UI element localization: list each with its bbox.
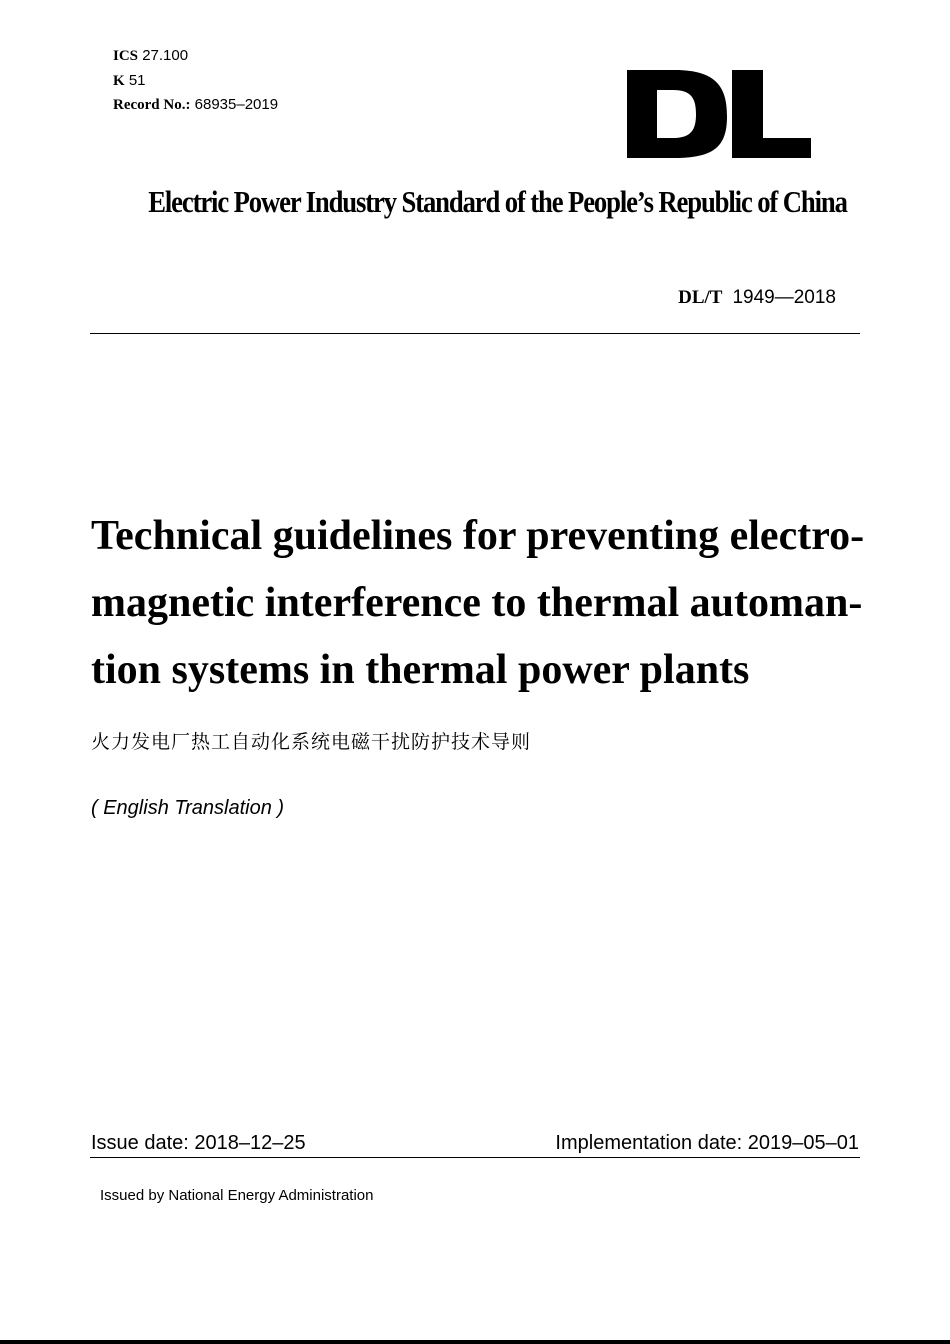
record-label: Record No.: (113, 97, 191, 113)
record-value: 68935–2019 (194, 96, 279, 113)
record-line (113, 93, 278, 118)
k-label: K (113, 72, 125, 89)
ics-value: 27.100 (142, 47, 189, 64)
top-divider (90, 333, 860, 334)
document-title-line-3: tion systems in thermal power plants (91, 647, 750, 693)
document-title-line-1: Technical guidelines for preventing electro- (91, 513, 865, 559)
dl-logo-icon (627, 66, 813, 162)
standard-number-value: 1949—2018 (732, 287, 836, 308)
logo-letter-l (732, 70, 811, 158)
page-edge (0, 1340, 950, 1344)
translation-note: ( English Translation ) (91, 797, 285, 819)
bottom-divider (90, 1157, 860, 1158)
document-title (91, 503, 865, 704)
ics-label: ICS (113, 48, 139, 64)
document-title-line-2: magnetic interference to thermal automan- (91, 580, 863, 626)
issuer: Issued by National Energy Administration (100, 1187, 374, 1204)
standard-metadata (113, 44, 278, 118)
k-value: 51 (128, 71, 146, 89)
standard-number (678, 287, 836, 309)
logo-letter-d (627, 70, 727, 158)
standard-code: DL/T (678, 287, 723, 308)
implementation-date: Implementation date: 2019–05–01 (555, 1132, 859, 1154)
issue-date: Issue date: 2018–12–25 (91, 1132, 306, 1154)
k-line (113, 69, 278, 94)
ics-line (113, 44, 278, 69)
chinese-title: 火力发电厂热工自动化系统电磁干扰防护技术导则 (91, 731, 532, 753)
standard-series-title: Electric Power Industry Standard of the People’s Republic of China (148, 184, 847, 219)
